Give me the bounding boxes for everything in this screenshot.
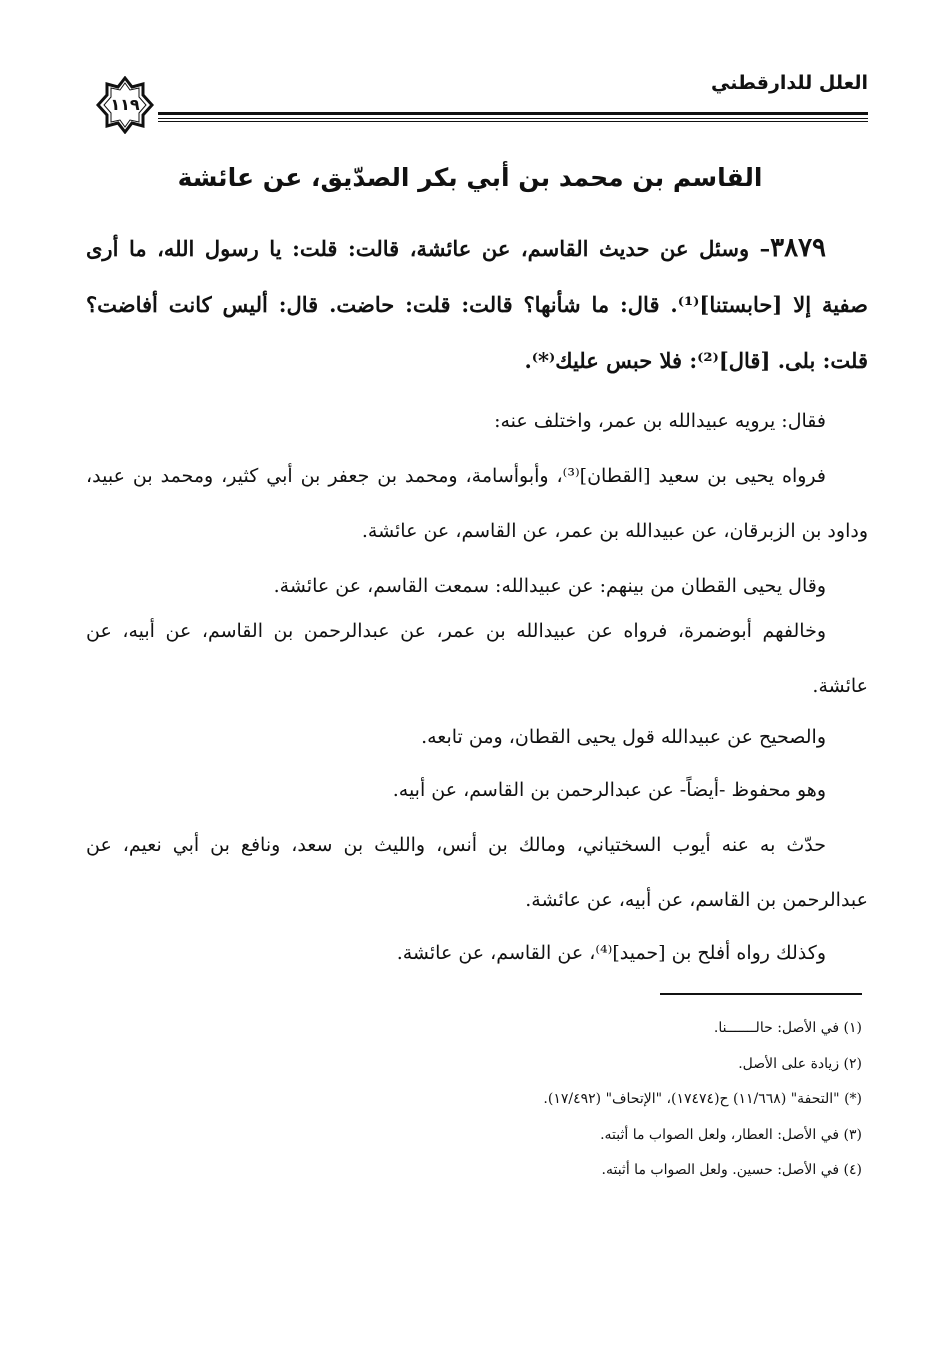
footnote: (٤) في الأصل: حسين. ولعل الصواب ما أثبته. <box>601 1162 862 1178</box>
footnote: (٢) زيادة على الأصل. <box>738 1055 862 1072</box>
body-paragraph: وخالفهم أبوضمرة، فرواه عن عبيدالله بن عمر، عن عبدالرحمن بن القاسم، عن أبيه، عن عائشة. <box>86 620 868 697</box>
footnote: (٣) في الأصل: العطار، ولعل الصواب ما أثبته. <box>600 1126 862 1143</box>
page-number-badge <box>96 76 154 134</box>
body-paragraph: وكذلك رواه أفلح بن [حميد]⁽⁴⁾، عن القاسم، عن عائشة. <box>396 942 826 964</box>
entry-text: – وسئل عن حديث القاسم، عن عائشة، قالت: قلت: يا رسول الله، ما أرى صفية إلا [حابستنا]⁽¹⁾. قال: ما شأنها؟ قالت: قلت: حاضت. قال: أليس كانت أفاضت؟ قلت: بلى. [قال]⁽²⁾: فلا حبس عليك⁽*⁾. <box>86 236 868 373</box>
body-paragraph: فرواه يحيى بن سعيد [القطان]⁽³⁾، وأبوأسامة، ومحمد بن جعفر بن أبي كثير، ومحمد بن عبيد، وداود بن الزبرقان، عن عبيدالله بن عمر، عن القاسم، عن عائشة. <box>86 465 868 542</box>
running-title: العلل للدارقطني <box>711 72 868 94</box>
page-number: ١١٩ <box>110 95 140 114</box>
footnote: (١) في الأصل: حالـــــــنا. <box>713 1020 862 1036</box>
body-paragraph: والصحيح عن عبيدالله قول يحيى القطان، ومن تابعه. <box>421 726 826 748</box>
entry-number: ٣٨٧٩ <box>770 233 826 263</box>
header-rule <box>158 112 868 124</box>
body-paragraph: وقال يحيى القطان من بينهم: عن عبيدالله: سمعت القاسم، عن عائشة. <box>273 575 826 597</box>
body-paragraph: فقال: يرويه عبيدالله بن عمر، واختلف عنه: <box>494 410 826 432</box>
body-paragraph: وهو محفوظ -أيضاً- عن عبدالرحمن بن القاسم، عن أبيه. <box>392 779 826 801</box>
body-paragraph: حدّث به عنه أيوب السختياني، ومالك بن أنس، والليث بن سعد، ونافع بن أبي نعيم، عن عبدالرحمن بن القاسم، عن أبيه، عن عائشة. <box>86 834 868 911</box>
footnote: (*) "التحفة" (١١/٦٦٨) ح(١٧٤٧٤)، "الإتحاف" (١٧/٤٩٢). <box>543 1091 862 1107</box>
entry-paragraph <box>86 220 868 389</box>
footnotes <box>100 1011 862 1189</box>
section-heading: القاسم بن محمد بن أبي بكر الصدّيق، عن عائشة <box>177 163 763 192</box>
footnote-separator <box>660 993 862 995</box>
